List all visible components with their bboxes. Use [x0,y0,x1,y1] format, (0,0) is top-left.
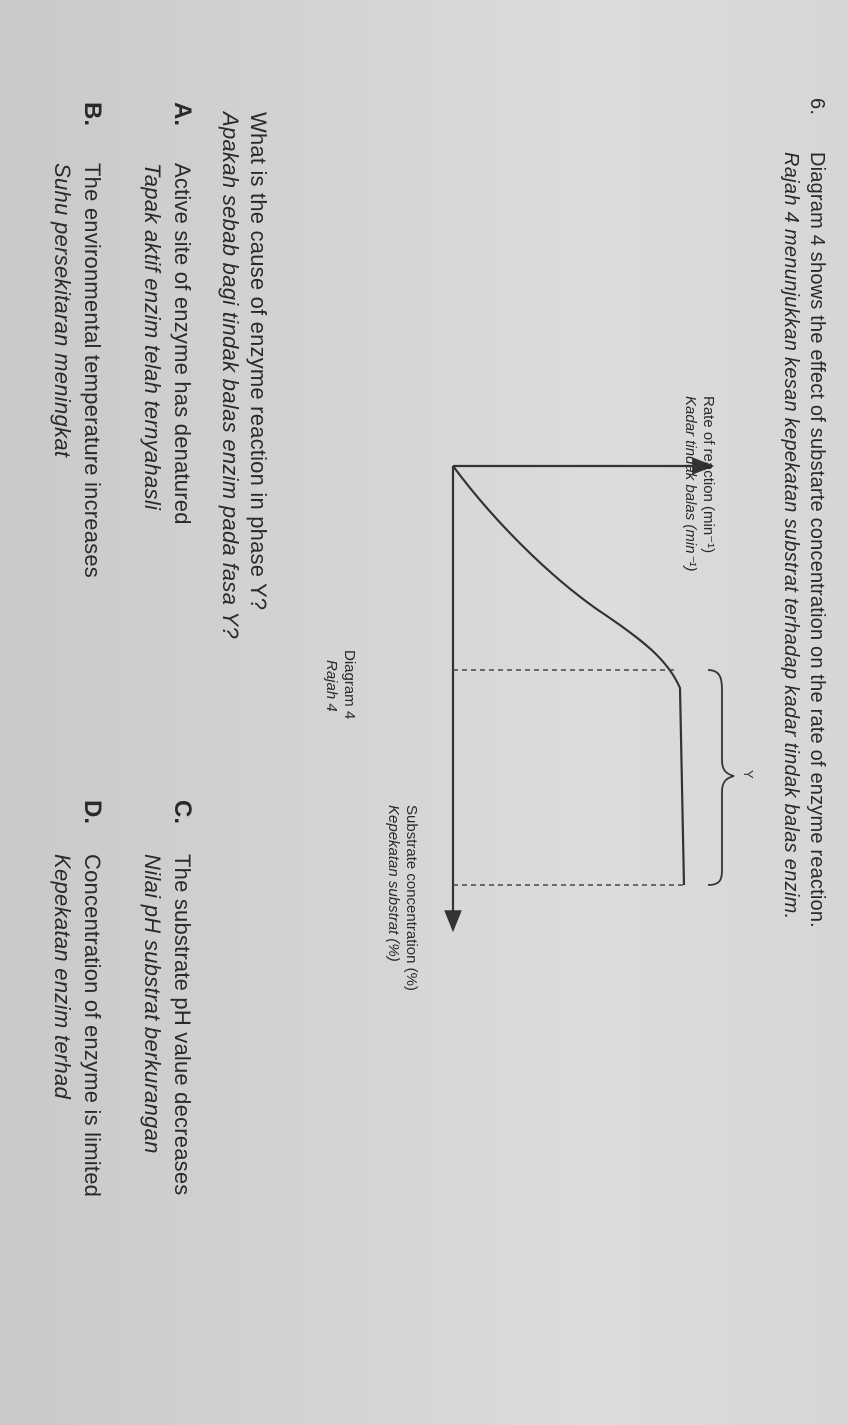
option-c-letter: C. [169,800,196,824]
prompt-english: What is the cause of enzyme reaction in phase Y? [246,112,271,611]
option-d-letter: D. [79,800,106,824]
x-axis-label-malay: Kepekatan substrat (%) [385,805,402,962]
question-stem-malay: Rajah 4 menunjukkan kesan kepekatan substrat terhadap kadar tindak balas enzim. [780,152,802,920]
option-a-malay: Tapak aktif enzim telah ternyahasli [140,163,165,511]
prompt-malay: Apakah sebab bagi tindak balas enzim pada fasa Y? [218,112,243,639]
option-a-letter: A. [169,102,196,126]
option-d-english: Concentration of enzyme is limited [80,854,105,1198]
option-b-malay: Suhu persekitaran meningkat [50,163,75,458]
option-a-english: Active site of enzyme has denatured [170,163,195,525]
question-stem-english: Diagram 4 shows the effect of substarte concentration on the rate of enzyme reaction. [806,152,828,928]
diagram-caption-english: Diagram 4 [341,650,358,720]
option-c-english: The substrate pH value decreases [170,854,195,1196]
y-axis-label-english: Rate of reaction (min⁻¹) [700,396,717,554]
y-axis-label-malay: Kadar tindak balas (min⁻¹) [682,396,699,572]
option-c-malay: Nilai pH substrat berkurangan [140,854,165,1154]
phase-y-label: Y [741,770,756,779]
diagram-caption-malay: Rajah 4 [323,660,340,712]
phase-brace [708,670,734,885]
rate-curve [453,466,684,885]
option-b-english: The environmental temperature increases [80,163,105,579]
x-axis-label-english: Substrate concentration (%) [403,805,420,991]
option-b-letter: B. [79,102,106,126]
question-number: 6. [806,98,828,116]
option-d-malay: Kepekatan enzim terhad [50,854,75,1100]
